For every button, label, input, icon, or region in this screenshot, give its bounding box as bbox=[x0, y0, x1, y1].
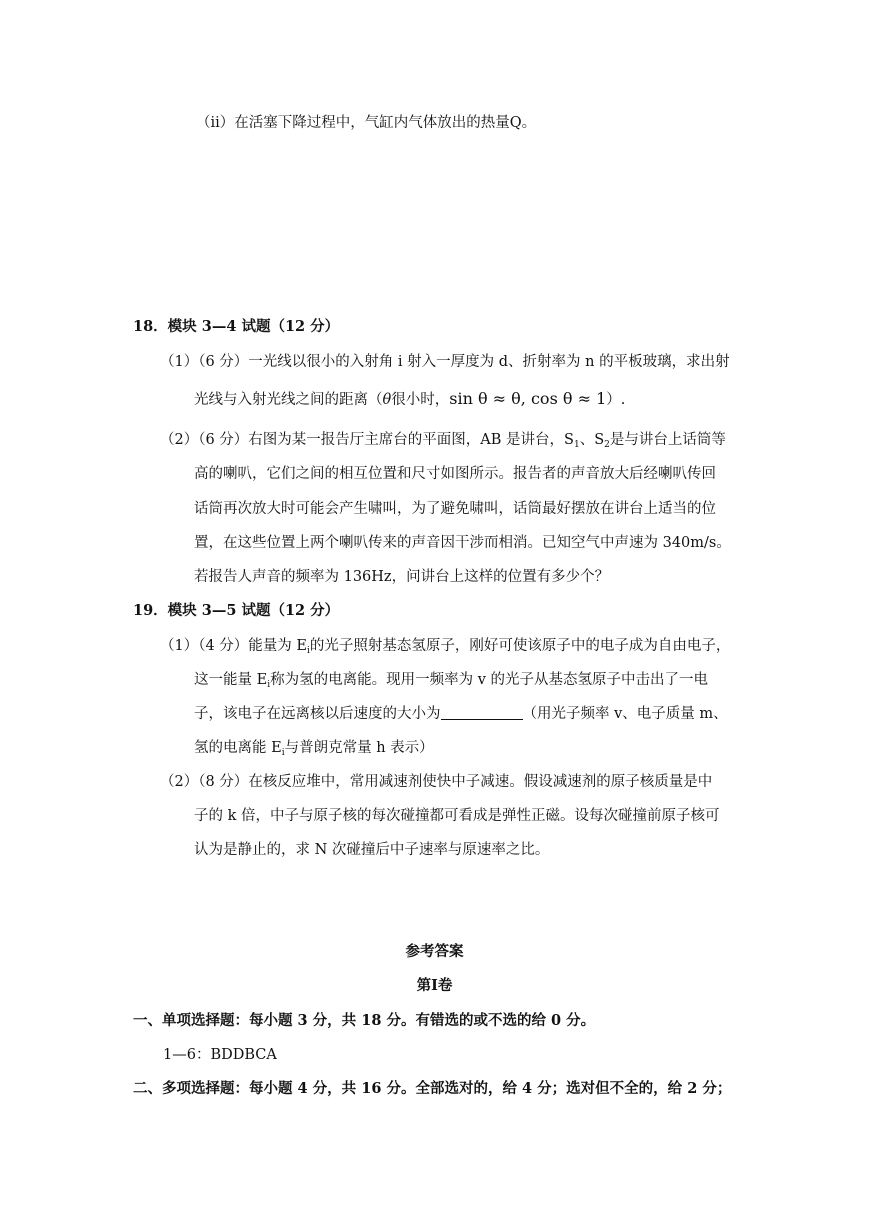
answer-key-title: 参考答案 bbox=[405, 943, 464, 960]
subscript-2: 2 bbox=[604, 440, 610, 450]
answer-part-heading: 第Ⅰ卷 bbox=[416, 977, 453, 994]
q19-part1-line3 bbox=[194, 704, 728, 724]
answer-blank[interactable] bbox=[441, 705, 523, 720]
q19-part1-line1-pre: （1）（4 分）能量为 E bbox=[160, 638, 308, 654]
q19-part1-line4-pre: 氢的电离能 E bbox=[194, 740, 282, 756]
q19-part2-line1: （2）（8 分）在核反应堆中，常用减速剂使快中子减速。假设减速剂的原子核质量是中 bbox=[160, 774, 713, 790]
answer-section1-values: 1—6：BDDBCA bbox=[163, 1047, 277, 1063]
q18-part2-line1 bbox=[160, 430, 726, 455]
q18-part1-line2 bbox=[194, 389, 625, 410]
q19-part1-line1-post: 的光子照射基态氢原子，刚好可使该原子中的电子成为自由电子， bbox=[309, 638, 731, 654]
q19-part2-line3: 认为是静止的，求 N 次碰撞后中子速率与原速率之比。 bbox=[194, 842, 550, 858]
q18-part1-line1: （1）（6 分）一光线以很小的入射角 i 射入一厚度为 d、折射率为 n 的平板玻璃，求出射 bbox=[160, 354, 730, 370]
q19-title: 19．模块 3—5 试题（12 分） bbox=[133, 602, 340, 619]
q18-part2-line1-post: 是与讲台上话筒等 bbox=[609, 432, 726, 448]
q18-part2-line2: 高的喇叭，它们之间的相互位置和尺寸如图所示。报告者的声音放大后经喇叭传回 bbox=[194, 466, 716, 482]
q18-small-angle-formula: sin θ ≈ θ, cos θ ≈ 1 bbox=[449, 389, 607, 408]
q19-part1-line3-pre: 子，该电子在远离核以后速度的大小为 bbox=[194, 706, 441, 722]
answer-section1-heading: 一、单项选择题：每小题 3 分，共 18 分。有错选的或不选的给 0 分。 bbox=[133, 1012, 596, 1029]
q18-part2-line5: 若报告人声音的频率为 136Hz，问讲台上这样的位置有多少个？ bbox=[194, 569, 610, 585]
q18-part1-line2-mid: 很小时， bbox=[391, 392, 450, 408]
q18-part2-line1-sep: 、S bbox=[579, 432, 605, 448]
q18-theta-symbol: θ bbox=[382, 392, 392, 408]
subscript-1: 1 bbox=[573, 440, 580, 450]
q19-part1-line4 bbox=[194, 738, 434, 763]
q19-part1-line4-post: 与普朗克常量 h 表示） bbox=[284, 740, 434, 756]
q18-part2-line3: 话筒再次放大时可能会产生啸叫，为了避免啸叫，话筒最好摆放在讲台上适当的位 bbox=[194, 501, 716, 517]
q19-part1-line2-pre: 这一能量 E bbox=[194, 672, 268, 688]
q18-title: 18．模块 3—4 试题（12 分） bbox=[133, 318, 340, 335]
subscript-i: i bbox=[267, 680, 271, 690]
q19-part1-line2 bbox=[194, 670, 708, 695]
answer-section2-heading: 二、多项选择题：每小题 4 分，共 16 分。全部选对的，给 4 分；选对但不全的，给 2 分； bbox=[133, 1080, 732, 1097]
q17-part-ii: （ii）在活塞下降过程中，气缸内气体放出的热量Q。 bbox=[196, 115, 537, 131]
subscript-i: i bbox=[281, 748, 285, 758]
q18-part2-line1-pre: （2）（6 分）右图为某一报告厅主席台的平面图，AB 是讲台，S bbox=[160, 432, 574, 448]
q18-part2-line4: 置，在这些位置上两个喇叭传来的声音因干涉而相消。已知空气中声速为 340m/s。 bbox=[194, 535, 731, 551]
q19-part1-line1 bbox=[160, 636, 730, 661]
q18-part1-line2-pre: 光线与入射光线之间的距离（ bbox=[194, 392, 383, 408]
q19-part1-line3-post: （用光子频率 v、电子质量 m、 bbox=[522, 706, 728, 722]
q19-part2-line2: 子的 k 倍，中子与原子核的每次碰撞都可看成是弹性正磁。设每次碰撞前原子核可 bbox=[194, 808, 720, 824]
q19-part1-line2-post: 称为氢的电离能。现用一频率为 v 的光子从基态氢原子中击出了一电 bbox=[270, 672, 709, 688]
subscript-i: i bbox=[307, 646, 310, 656]
q18-part1-line2-end: ）. bbox=[606, 392, 626, 408]
